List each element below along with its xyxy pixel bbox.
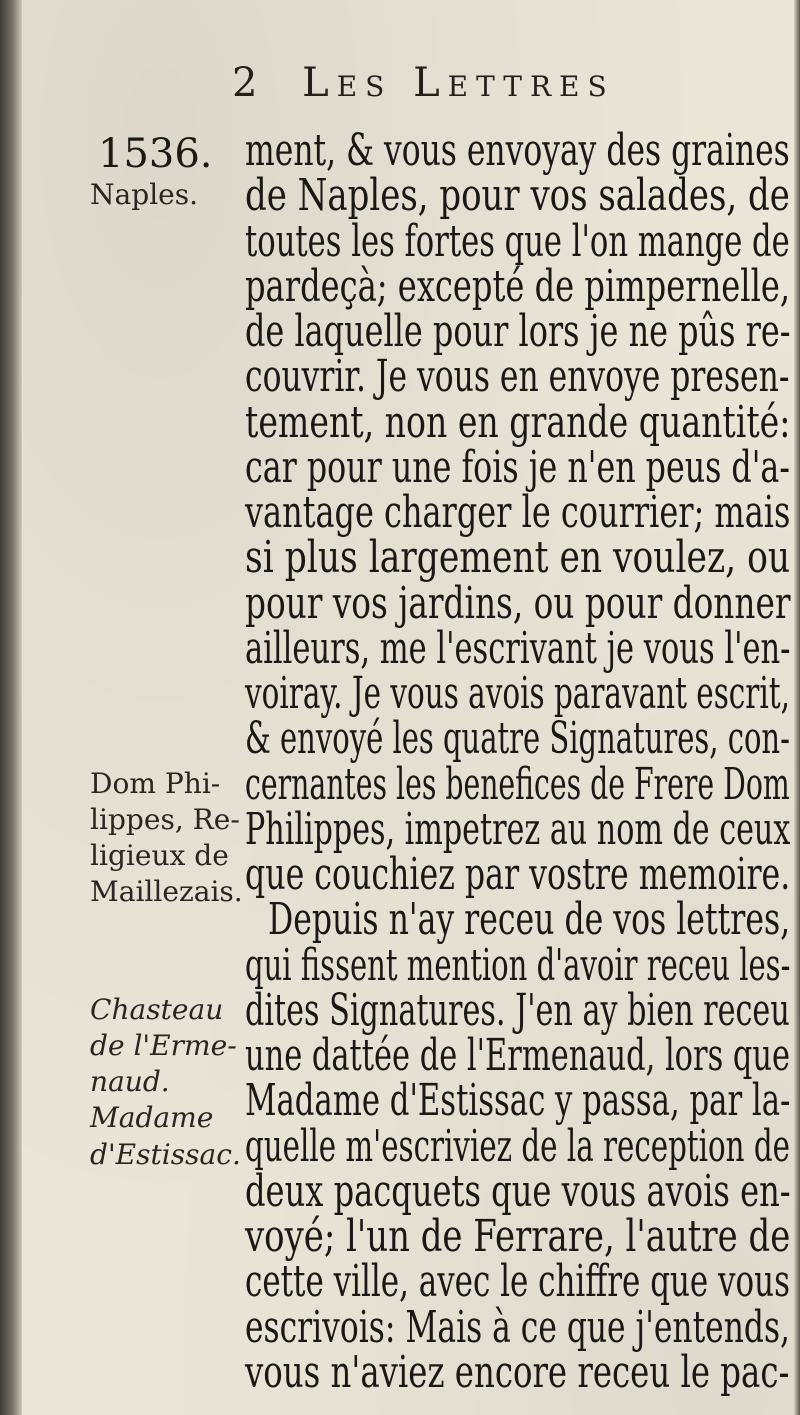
text-line: dites Signatures. J'en ay bien receu [245, 984, 790, 1036]
text-line: si plus largement en voulez, ou [245, 532, 791, 584]
text-line: escrivois: Mais à ce que j'entends, [245, 1301, 790, 1353]
text-line: Madame d'Estissac y passa, par la- [245, 1075, 791, 1127]
text-line: voyé; l'un de Ferrare, l'autre de [245, 1211, 791, 1262]
margin-note-line: ligieux de [90, 838, 229, 872]
text-line: car pour une fois je n'en peus d'a- [245, 441, 791, 493]
running-title: Les Lettres [302, 60, 615, 106]
text-line: pardeçà; excepté de pimpernelle, [245, 260, 791, 312]
margin-note-naples [90, 177, 198, 213]
margin-note-line: Chasteau [90, 992, 224, 1026]
margin-note-dom-philippes [90, 766, 243, 911]
page-number: 2 [232, 60, 266, 106]
text-line: une dattée de l'Ermenaud, lors que [245, 1030, 790, 1081]
text-line: pour vos jardins, ou pour donner [245, 577, 791, 629]
text-line: & envoyé les quatre Signatures, con- [245, 713, 790, 765]
text-line: cernantes les benefices de Frere Dom [245, 758, 790, 810]
text-line: tement, non en grande quantité: [245, 396, 791, 448]
text-line: Philippes, impetrez au nom de ceux [245, 803, 791, 855]
text-line: couvrir. Je vous en envoye presen- [245, 351, 790, 403]
text-line: deux pacquets que vous avois en- [245, 1165, 791, 1217]
text-line: ailleurs, me l'escrivant je vous l'en- [245, 622, 791, 674]
text-line: vous n'aviez encore receu le pac- [245, 1346, 790, 1398]
margin-note-chasteau [90, 992, 241, 1173]
margin-note-line: Madame [90, 1101, 214, 1135]
text-line: Depuis n'ay receu de vos lettres, [268, 894, 791, 946]
text-line: voiray. Je vous avois paravant escrit, [245, 668, 790, 719]
margin-year: 1536. [98, 131, 213, 177]
text-line: de Naples, pour vos salades, de [245, 170, 790, 222]
page-gutter-shadow [0, 0, 22, 1415]
text-line: quelle m'escriviez de la reception de [245, 1120, 790, 1172]
margin-note-line: Naples. [90, 178, 199, 212]
text-line: cette ville, avec le chiffre que vous [245, 1256, 790, 1308]
text-line: que couchiez par vostre memoire. [245, 849, 791, 900]
text-line: qui fissent mention d'avoir receu les- [245, 939, 791, 991]
running-header [232, 60, 792, 106]
margin-note-line: de l'Erme- [90, 1028, 237, 1062]
margin-note-line: Maillezais. [90, 875, 243, 909]
margin-note-line: Dom Phi- [90, 766, 221, 800]
page-edge-shadow [794, 0, 800, 1415]
margin-note-line: d'Estissac. [90, 1137, 241, 1171]
text-line: vantage charger le courrier; mais [245, 487, 791, 538]
text-line: de laquelle pour lors je ne pûs re- [245, 306, 791, 357]
text-line: ment, & vous envoyay des graines [245, 125, 790, 176]
margin-note-line: lippes, Re- [90, 802, 240, 836]
margin-note-line: naud. [90, 1065, 170, 1099]
text-line: toutes les fortes que l'on mange de [245, 215, 790, 267]
